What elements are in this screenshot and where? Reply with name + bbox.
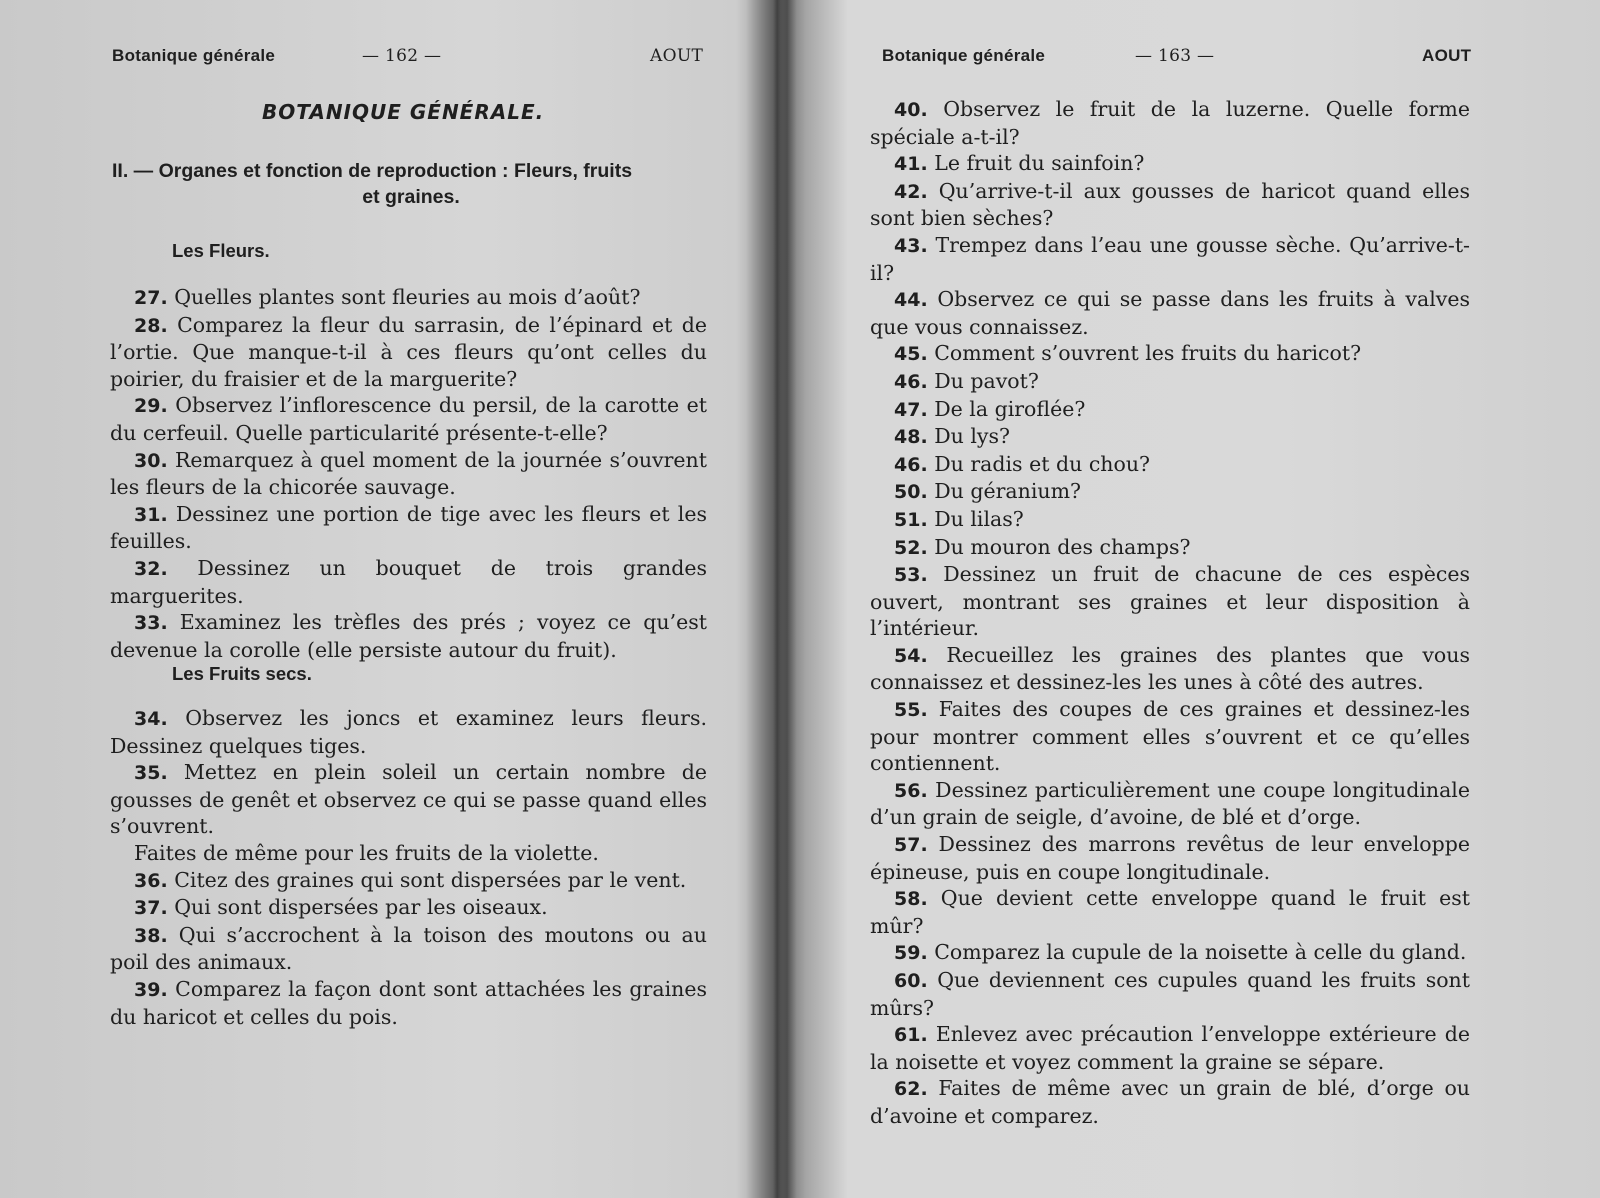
chapter-heading: BOTANIQUE GÉNÉRALE. [262,100,545,124]
section-title [112,158,710,210]
left-page [0,0,780,1198]
subheading-fruits-secs: Les Fruits secs. [172,663,312,684]
page-number: — 163 — [1135,46,1215,66]
question-54: 54. Recueillez les graines des plantes que vous connaissez et dessinez-les les unes à côté des autres. [870,642,1470,695]
questions-fruits [110,705,707,1030]
running-head-month: AOUT [1422,46,1472,65]
section-title-line2: et graines. [362,186,460,208]
question-36: 36. Citez des graines qui sont dispersées par le vent. [134,867,687,892]
question-45: 45. Comment s’ouvrent les fruits du haricot? [894,341,1362,366]
question-27: 27. Quelles plantes sont fleuries au mois d’août? [134,285,641,309]
question-48: 48. Du lys? [894,424,1011,449]
question-31: 31. Dessinez une portion de tige avec les fleurs et les feuilles. [110,501,707,554]
running-head-title: Botanique générale [882,46,1046,65]
question-47: 47. De la giroflée? [894,396,1086,421]
question-57: 57. Dessinez des marrons revêtus de leur enveloppe épineuse, puis en coupe longitudinale. [870,832,1470,884]
question-41: 41. Le fruit du sainfoin? [894,151,1145,176]
running-head-month: AOUT [650,46,704,66]
section-title-line1: II. — Organes et fonction de reproduction : Fleurs, fruits [112,160,633,182]
question-56: 56. Dessinez particulièrement une coupe longitudinale d’un grain de seigle, d’avoine, de blé et d’orge. [870,777,1470,830]
question-29: 29. Observez l’inflorescence du persil, de la carotte et du cerfeuil. Quelle particularité présente-t-elle? [110,393,707,445]
question-43: 43. Trempez dans l’eau une gousse sèche. Qu’arrive-t-il? [870,232,1470,285]
question-55: 55. Faites des coupes de ces graines et dessinez-les pour montrer comment elles s’ouvrent et ce qu’elles contiennent. [870,697,1470,776]
questions-fleurs [110,284,707,663]
question-58: 58. Que devient cette enveloppe quand le fruit est mûr? [870,886,1470,938]
question-39: 39. Comparez la façon dont sont attachées les graines du haricot et celles du pois. [110,976,707,1029]
question-38: 38. Qui s’accrochent à la toison des moutons ou au poil des animaux. [110,922,707,975]
subheading-fleurs: Les Fleurs. [172,240,270,261]
question-51: 51. Du lilas? [894,506,1024,531]
right-page [790,0,1600,1198]
note-35: Faites de même pour les fruits de la violette. [134,840,599,865]
question-53: 53. Dessinez un fruit de chacune de ces espèces ouvert, montrant ses graines et leur disposition à l’intérieur. [870,562,1470,641]
question-59: 59. Comparez la cupule de la noisette à celle du gland. [894,940,1467,965]
questions-continued [870,96,1470,1130]
running-head-title: Botanique générale [112,46,276,65]
page-number: — 162 — [362,46,442,66]
question-28: 28. Comparez la fleur du sarrasin, de l’épinard et de l’ortie. Que manque-t-il à ces fleurs qu’ont celles du poirier, du fraisier et de la marguerite? [110,312,707,391]
question-34: 34. Observez les joncs et examinez leurs fleurs. Dessinez quelques tiges. [110,706,707,758]
question-61: 61. Enlevez avec précaution l’enveloppe extérieure de la noisette et voyez comment la graine se sépare. [870,1022,1470,1074]
question-40: 40. Observez le fruit de la luzerne. Quelle forme spéciale a-t-il? [870,97,1470,149]
question-44: 44. Observez ce qui se passe dans les fruits à valves que vous connaissez. [870,287,1470,339]
question-52: 52. Du mouron des champs? [894,534,1191,559]
question-35: 35. Mettez en plein soleil un certain nombre de gousses de genêt et observez ce qui se passe quand elles s’ouvrent. [110,760,707,839]
question-33: 33. Examinez les trèfles des prés ; voyez ce qu’est devenue la corolle (elle persiste autour du fruit). [110,610,707,662]
question-46: 46. Du pavot? [894,368,1039,393]
question-42: 42. Qu’arrive-t-il aux gousses de haricot quand elles sont bien sèches? [870,178,1470,231]
question-32: 32. Dessinez un bouquet de trois grandes marguerites. [110,555,707,608]
question-49: 46. Du radis et du chou? [894,451,1151,476]
question-50: 50. Du géranium? [894,479,1082,504]
question-30: 30. Remarquez à quel moment de la journée s’ouvrent les fleurs de la chicorée sauvage. [110,447,707,500]
question-37: 37. Qui sont dispersées par les oiseaux. [134,895,548,920]
question-60: 60. Que deviennent ces cupules quand les fruits sont mûrs? [870,968,1470,1020]
question-62: 62. Faites de même avec un grain de blé, d’orge ou d’avoine et comparez. [870,1076,1470,1128]
